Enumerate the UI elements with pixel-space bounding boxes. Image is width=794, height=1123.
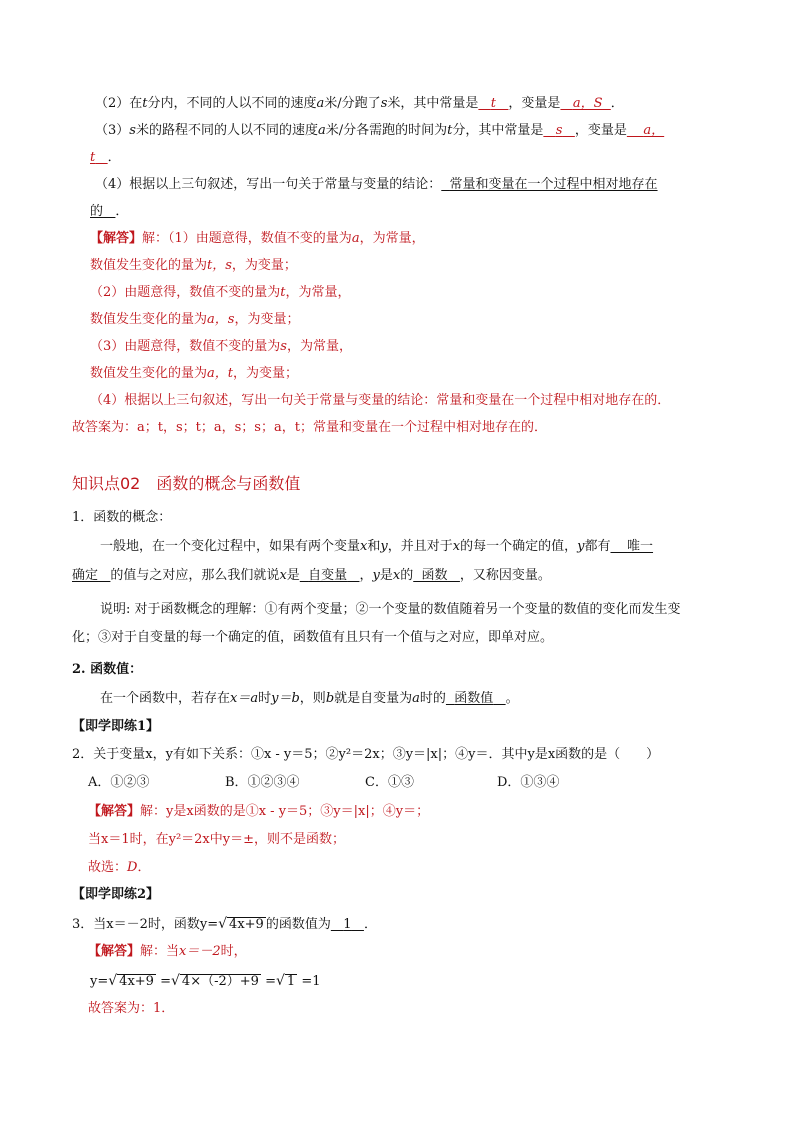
practice-tag: 【即学即练2】: [72, 887, 160, 902]
var: a: [351, 231, 360, 246]
question-part-2: [95, 94, 624, 114]
practice-question: 2．关于变量x，y有如下关系：①x - y＝5；②y²＝2x；③y＝|x|；④y＝．其中y是x函数的是（ ）: [72, 747, 660, 762]
var-t: t: [447, 123, 453, 138]
text: 数值发生变化的量为: [90, 258, 208, 273]
practice-solution: 【解答】解：当x＝－2时，: [88, 944, 247, 959]
text: （3）由题意得，数值不变的量为: [90, 339, 281, 354]
solution-tag: 【解答】: [88, 944, 141, 959]
sqrt-icon: √: [275, 973, 285, 989]
concept-paragraph-cont: 确定 的值与之对应，那么我们就说x是 自变量 ，y是x的 函数 ，又称因变量。: [72, 568, 551, 583]
answer-blank: 函数: [421, 568, 448, 583]
answer-blank: a，S: [572, 96, 603, 111]
sqrt-icon: √: [108, 973, 118, 989]
text: 故答案为：a；t，s；t；a，s；s；a，t；常量和变量在一个过程中相对地存在的．: [72, 420, 547, 435]
answer-blank: 常量和变量在一个过程中相对地存在: [449, 177, 658, 192]
solution-line: [90, 364, 298, 384]
text: 米的路程不同的人以不同的速度: [135, 123, 318, 138]
text: 解：: [142, 231, 169, 246]
solution-line: [90, 310, 299, 330]
answer-blank: t: [490, 96, 497, 111]
text: ，变量是: [574, 123, 627, 138]
solution-answer: [72, 418, 547, 438]
var: a，t: [207, 366, 233, 381]
text: （3）: [95, 123, 130, 138]
text: 米/分各需跑的时间为: [325, 123, 448, 138]
text: ，为常量，: [359, 231, 425, 246]
answer-blank: a，: [643, 123, 665, 138]
text: ．: [115, 204, 129, 219]
text: （4）根据以上三句叙述，写出一句关于常量与变量的结论：: [95, 177, 442, 192]
var-a: a: [316, 96, 325, 111]
text: （4）根据以上三句叙述，写出一句关于常量与变量的结论：常量和变量在一个过程中相对地存在的．: [90, 393, 671, 408]
solution-tag: 【解答】: [90, 231, 143, 246]
text: 米/分跑了: [324, 96, 381, 111]
answer-blank: 唯一: [627, 539, 654, 554]
concept-note: 说明: 对于函数概念的理解：①有两个变量；②一个变量的数值随着另一个变量的数值的变化而发生变: [100, 602, 681, 617]
text: ，变量是: [508, 96, 561, 111]
answer-blank: 自变量: [308, 568, 348, 583]
text: 分内，不同的人以不同的速度: [147, 96, 317, 111]
solution-tag: 【解答】: [88, 804, 141, 819]
text: （1）由题意得，数值不变的量为: [168, 231, 352, 246]
var-t: t: [142, 96, 148, 111]
option-c: C．①③: [365, 775, 414, 790]
text: 数值发生变化的量为: [90, 312, 208, 327]
concept-title: 1．函数的概念：: [72, 510, 172, 525]
text: （2）由题意得，数值不变的量为: [90, 285, 281, 300]
concept-note-cont: 化；③对于自变量的每一个确定的值，函数值有且只有一个值与之对应，即单对应。: [72, 630, 554, 645]
solution-line: [90, 229, 425, 249]
text: ，为变量；: [231, 258, 297, 273]
text: 数值发生变化的量为: [90, 366, 208, 381]
answer-blank: t: [90, 150, 96, 165]
text: （2）在: [95, 96, 143, 111]
answer-blank: 1: [343, 917, 352, 932]
text: 分，其中常量是: [452, 123, 544, 138]
option-b: B．①②③④: [225, 775, 300, 790]
answer-blank: s: [555, 123, 563, 138]
practice-solution: 故答案为：1．: [88, 1001, 175, 1016]
sqrt-icon: √: [218, 916, 228, 932]
var-a: a: [317, 123, 326, 138]
text: ，为变量；: [234, 312, 300, 327]
practice-tag: 【即学即练1】: [72, 719, 160, 734]
section-heading: 知识点02 函数的概念与函数值: [72, 474, 301, 493]
var: a，s: [207, 312, 235, 327]
practice-question: 3．当x＝－2时，函数y=√ 4x+9 的函数值为 1 ．: [72, 916, 377, 932]
practice-equation: y=√ 4x+9 =√ 4×（-2）+9 =√ 1 =1: [90, 973, 321, 989]
solution-line: [90, 283, 351, 303]
text: 米，其中常量是: [387, 96, 479, 111]
text: ，为变量；: [233, 366, 299, 381]
solution-line: [90, 391, 670, 411]
option-d: D．①③④: [497, 775, 560, 790]
option-a: A．①②③: [88, 775, 150, 790]
fval-title: 2. 函数值：: [72, 662, 143, 677]
answer-blank: 的: [90, 204, 104, 219]
fval-paragraph: 在一个函数中，若存在x＝a时y＝b，则b就是自变量为a时的 函数值 。: [100, 691, 519, 706]
solution-line: [90, 337, 352, 357]
var-s: s: [129, 123, 136, 138]
var: s: [280, 339, 287, 354]
question-part-4: [95, 175, 658, 195]
answer-blank: 函数值: [454, 691, 494, 706]
text: ，为常量，: [285, 285, 351, 300]
question-part-3-cont: [90, 148, 121, 168]
question-part-3: [95, 121, 664, 141]
var: t: [280, 285, 286, 300]
answer-blank: 确定: [72, 568, 99, 583]
var: t，s: [207, 258, 232, 273]
text: ，为常量，: [286, 339, 352, 354]
text: ．: [610, 96, 624, 111]
concept-paragraph: 一般地，在一个变化过程中，如果有两个变量x和y，并且对于x的每一个确定的值，y都有 唯一: [100, 539, 654, 554]
practice-solution: 故选：D．: [88, 860, 151, 875]
question-part-4-cont: [90, 202, 128, 222]
text: ．: [107, 150, 121, 165]
solution-line: [90, 256, 297, 276]
var-s: s: [380, 96, 388, 111]
practice-solution: 当x＝1时，在y²＝2x中y＝±，则不是函数；: [88, 832, 345, 847]
practice-solution: 【解答】解：y是x函数的是①x - y＝5；③y＝|x|；④y＝；: [88, 804, 430, 819]
sqrt-icon: √: [171, 973, 180, 989]
